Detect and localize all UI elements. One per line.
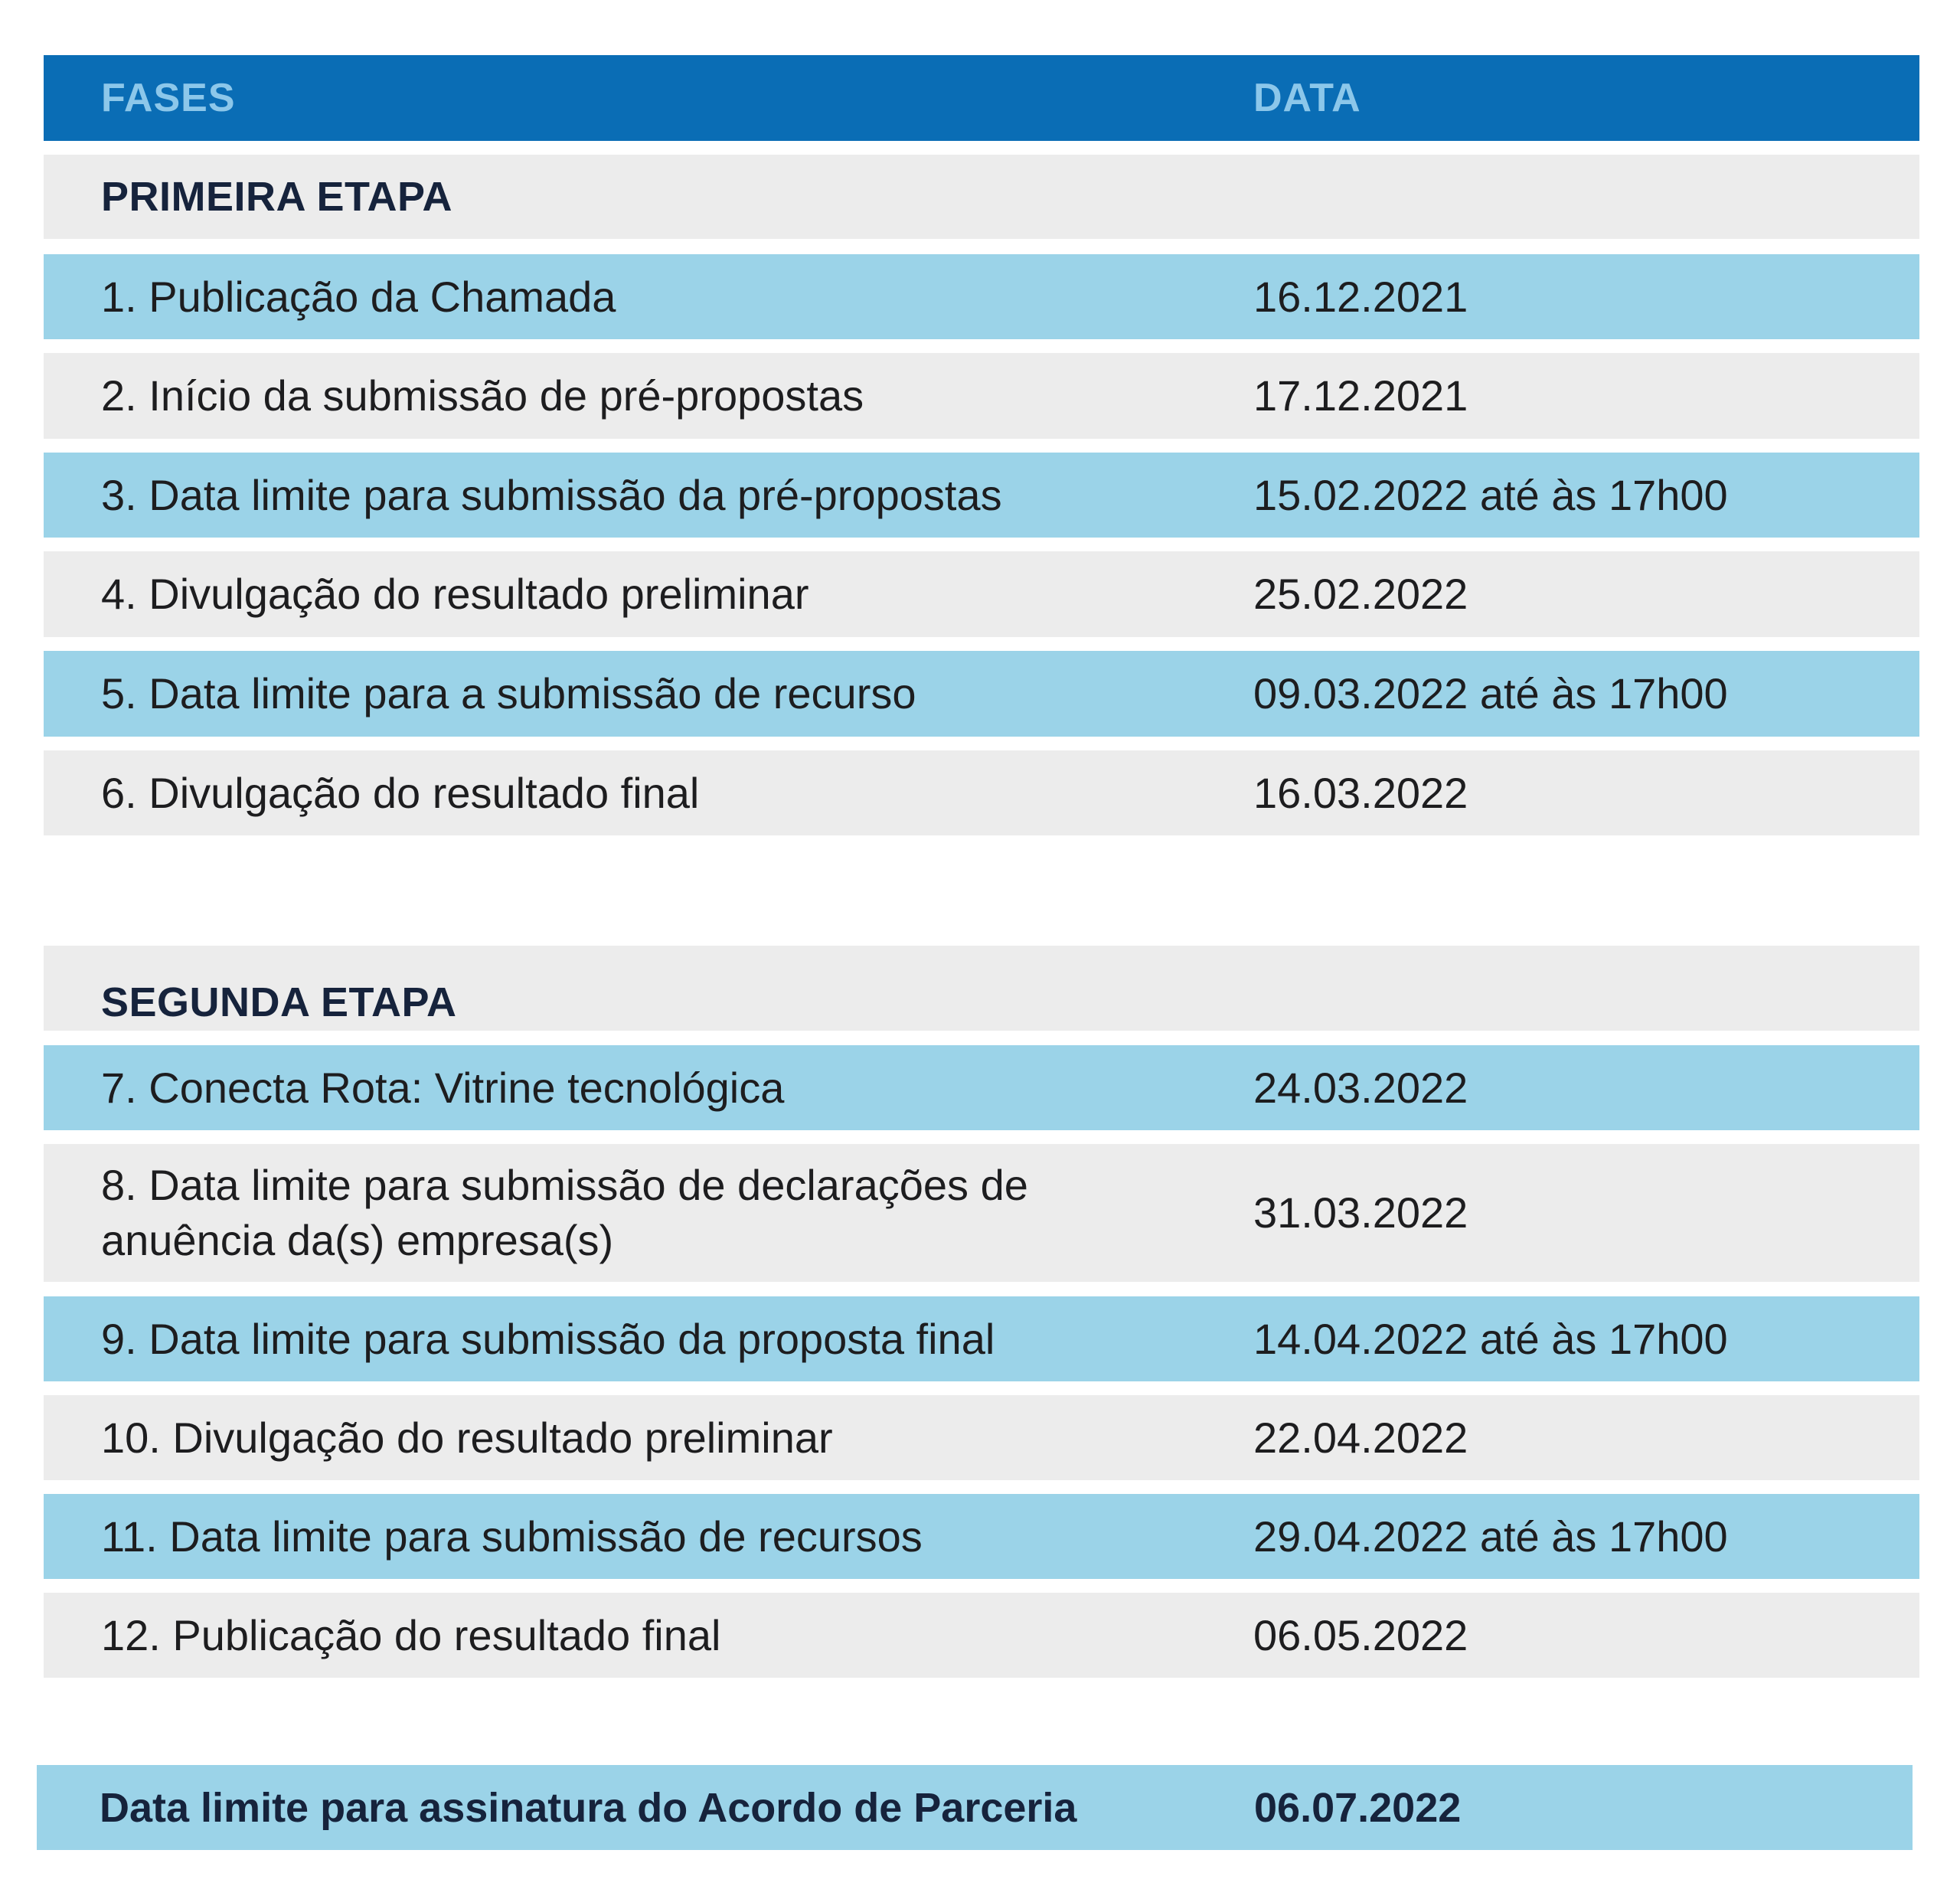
data-cell: 22.04.2022 xyxy=(1253,1413,1468,1462)
table-row xyxy=(44,1494,1919,1579)
data-cell: 31.03.2022 xyxy=(1253,1188,1468,1237)
fase-cell: 12. Publicação do resultado final xyxy=(101,1610,721,1659)
section-segunda-etapa xyxy=(44,946,1919,1031)
fase-cell: 4. Divulgação do resultado preliminar xyxy=(101,570,809,618)
final-deadline-row xyxy=(37,1765,1913,1850)
data-cell: 06.05.2022 xyxy=(1253,1610,1468,1659)
fase-cell: 7. Conecta Rota: Vitrine tecnológica xyxy=(101,1063,785,1112)
data-cell: 16.12.2021 xyxy=(1253,272,1468,321)
table-row xyxy=(44,551,1919,637)
data-cell: 16.03.2022 xyxy=(1253,768,1468,817)
fase-cell: 6. Divulgação do resultado final xyxy=(101,768,700,817)
fase-cell: 5. Data limite para a submissão de recurso xyxy=(101,669,916,717)
data-cell: 25.02.2022 xyxy=(1253,570,1468,618)
data-cell: 15.02.2022 até às 17h00 xyxy=(1253,470,1728,519)
fase-cell: 3. Data limite para submissão da pré-propostas xyxy=(101,470,1002,519)
table-row xyxy=(44,353,1919,439)
table-row xyxy=(44,651,1919,737)
fase-cell: 2. Início da submissão de pré-propostas xyxy=(101,371,864,420)
section-title: SEGUNDA ETAPA xyxy=(101,979,457,1025)
table-row xyxy=(44,254,1919,339)
data-column-header: DATA xyxy=(1253,76,1361,120)
final-fase-cell: Data limite para assinatura do Acordo de Parceria xyxy=(100,1784,1077,1831)
fase-cell: 10. Divulgação do resultado preliminar xyxy=(101,1413,833,1462)
table-row xyxy=(44,453,1919,538)
data-cell: 29.04.2022 até às 17h00 xyxy=(1253,1512,1728,1561)
fases-column-header: FASES xyxy=(101,76,236,120)
table-row xyxy=(44,750,1919,835)
section-primeira-etapa xyxy=(44,155,1919,239)
table-header xyxy=(44,55,1919,141)
data-cell: 14.04.2022 até às 17h00 xyxy=(1253,1314,1728,1363)
fase-cell: 1. Publicação da Chamada xyxy=(101,272,616,321)
table-row xyxy=(44,1296,1919,1381)
table-row xyxy=(44,1395,1919,1480)
fase-cell: 11. Data limite para submissão de recursos xyxy=(101,1512,923,1561)
fase-cell: 9. Data limite para submissão da proposta final xyxy=(101,1314,995,1363)
table-row xyxy=(44,1045,1919,1130)
section-title: PRIMEIRA ETAPA xyxy=(101,174,453,220)
data-cell: 24.03.2022 xyxy=(1253,1063,1468,1112)
final-data-cell: 06.07.2022 xyxy=(1254,1784,1462,1831)
table-row xyxy=(44,1144,1919,1282)
data-cell: 17.12.2021 xyxy=(1253,371,1468,420)
data-cell: 09.03.2022 até às 17h00 xyxy=(1253,669,1728,717)
fase-cell: 8. Data limite para submissão de declarações de anuência da(s) empresa(s) xyxy=(101,1161,1028,1264)
table-row xyxy=(44,1593,1919,1678)
